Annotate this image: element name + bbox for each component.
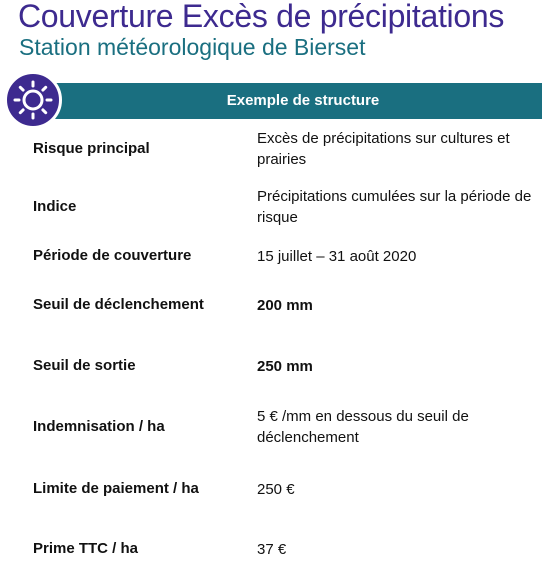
structure-header-label: Exemple de structure [226, 92, 380, 109]
coverage-period-value: 15 juillet – 31 août 2020 [257, 248, 417, 265]
compensation-value: 5 € /mm en dessous du seuil de déclenchement [257, 408, 469, 446]
compensation-label: Indemnisation / ha [33, 418, 165, 435]
payment-limit-label: Limite de paiement / ha [33, 480, 199, 497]
exit-threshold-value: 250 mm [257, 358, 313, 375]
index-value: Précipitations cumulées sur la période de risque [257, 188, 532, 226]
page-title: Couverture Excès de précipitations [18, 0, 505, 34]
index-label: Indice [33, 198, 77, 215]
premium-value: 37 € [257, 541, 287, 558]
trigger-threshold-value: 200 mm [257, 297, 313, 314]
exit-threshold-label: Seuil de sortie [33, 357, 136, 374]
risk-value: Excès de précipitations sur cultures et prairies [257, 130, 510, 168]
trigger-threshold-label: Seuil de déclenchement [33, 296, 204, 313]
sun-icon [4, 71, 62, 129]
risk-label: Risque principal [33, 140, 150, 157]
structure-header [28, 83, 542, 119]
coverage-period-label: Période de couverture [33, 247, 192, 264]
page-subtitle: Station météorologique de Bierset [19, 34, 366, 60]
premium-label: Prime TTC / ha [33, 540, 139, 557]
payment-limit-value: 250 € [257, 481, 295, 498]
